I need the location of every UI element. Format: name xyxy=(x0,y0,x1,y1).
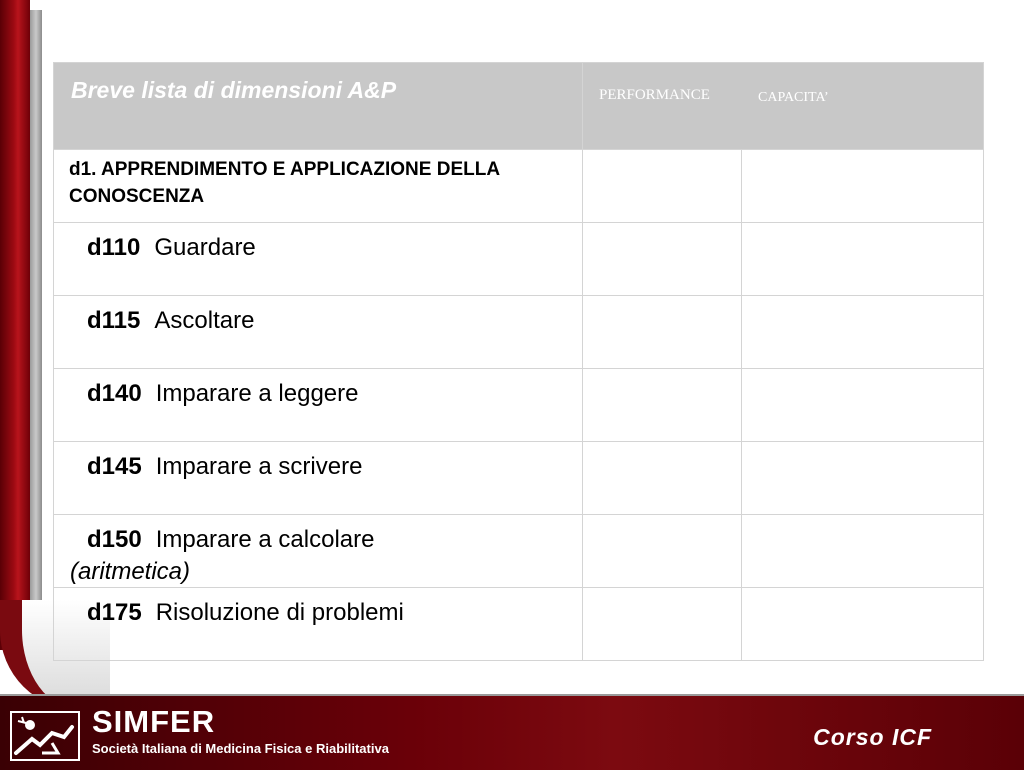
item-label: Imparare a calcolare xyxy=(155,526,375,553)
item-code: d110 xyxy=(87,234,141,261)
capacity-cell xyxy=(742,515,984,588)
capacity-cell xyxy=(742,296,984,369)
item-code: d115 xyxy=(87,307,141,334)
table-row xyxy=(54,442,984,515)
performance-cell xyxy=(583,515,742,588)
table-title: Breve lista di dimensioni A&P xyxy=(71,77,397,103)
capacity-cell xyxy=(742,369,984,442)
section-label: d1. APPRENDIMENTO E APPLICAZIONE DELLA CONOSCENZA xyxy=(69,159,500,207)
brand-subtitle: Società Italiana di Medicina Fisica e Riabilitativa xyxy=(92,741,389,756)
table-row xyxy=(54,296,984,369)
item-label: Ascoltare xyxy=(154,307,255,334)
performance-cell xyxy=(583,588,742,661)
item-label: Imparare a scrivere xyxy=(155,453,363,480)
capacity-column-header: CAPACITA’ xyxy=(758,90,829,105)
header-columns-cell xyxy=(583,63,984,150)
performance-cell xyxy=(583,296,742,369)
table-header-row xyxy=(54,63,984,150)
rehab-figure-icon xyxy=(12,713,78,759)
item-label: Risoluzione di problemi xyxy=(155,599,404,626)
performance-cell xyxy=(583,150,742,223)
item-note: (aritmetica) xyxy=(70,558,191,585)
item-label: Imparare a leggere xyxy=(155,380,359,407)
table-row xyxy=(54,588,984,661)
icf-dimensions-table xyxy=(53,62,984,661)
capacity-cell xyxy=(742,223,984,296)
performance-cell xyxy=(583,223,742,296)
capacity-cell xyxy=(742,442,984,515)
left-accent-bar xyxy=(0,0,30,650)
capacity-cell xyxy=(742,150,984,223)
capacity-cell xyxy=(742,588,984,661)
performance-cell xyxy=(583,369,742,442)
performance-cell xyxy=(583,442,742,515)
left-gray-bar xyxy=(30,10,42,650)
table-row xyxy=(54,515,984,588)
brand-name: SIMFER xyxy=(92,704,216,739)
item-code: d140 xyxy=(87,380,142,407)
table-row xyxy=(54,223,984,296)
course-title: Corso ICF xyxy=(813,724,932,750)
table-row xyxy=(54,369,984,442)
footer-bar xyxy=(0,694,1024,770)
performance-column-header: PERFORMANCE xyxy=(599,87,710,103)
item-code: d175 xyxy=(87,599,142,626)
section-row xyxy=(54,150,984,223)
item-code: d145 xyxy=(87,453,142,480)
header-title-cell xyxy=(54,63,583,150)
item-code: d150 xyxy=(87,526,142,553)
simfer-logo-icon xyxy=(10,711,80,761)
item-label: Guardare xyxy=(154,234,256,261)
